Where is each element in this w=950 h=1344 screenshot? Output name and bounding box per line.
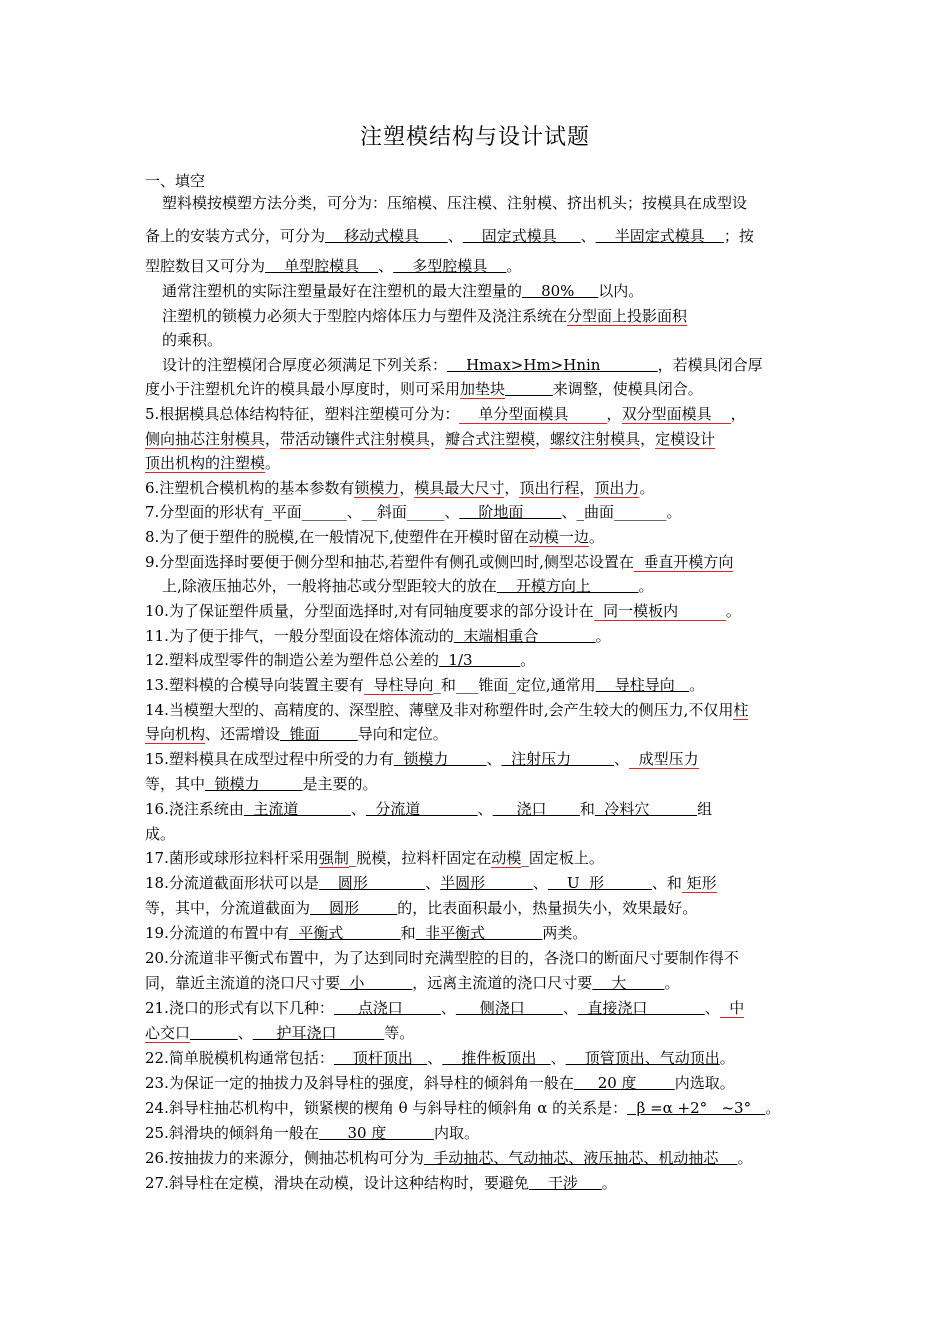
line-text: 内取。 bbox=[434, 1124, 480, 1142]
line-text: 13.塑料模的合模导向装置主要有 bbox=[145, 676, 364, 694]
line-text: 17.菌形或球形拉料杆采用 bbox=[145, 849, 319, 867]
answer-blank: 冷料穴 bbox=[594, 800, 698, 818]
text-line bbox=[162, 330, 810, 352]
text-line bbox=[145, 998, 810, 1020]
line-text: 、 bbox=[237, 1024, 253, 1042]
answer-blank: 锁模力 bbox=[205, 775, 303, 793]
text-line bbox=[162, 355, 810, 377]
text-line bbox=[145, 226, 810, 248]
answer-blank: β =α +2° ~3° bbox=[627, 1099, 766, 1117]
line-text: 20.分流道非平衡式布置中，为了达到同时充满型腔的目的，各浇口的断面尺寸要制作得不 bbox=[145, 949, 739, 967]
line-text: 两类。 bbox=[542, 924, 588, 942]
text-line bbox=[145, 724, 810, 746]
line-text: 9.分型面选择时要便于侧分型和抽芯,若塑件有侧孔或侧凹时,侧型芯设置在 bbox=[145, 553, 634, 571]
line-text: 。 bbox=[737, 1149, 753, 1167]
answer-blank: 动模一边 bbox=[528, 528, 589, 546]
line-text: 、 bbox=[614, 750, 630, 768]
line-text: 塑料模按模塑方法分类，可分为：压缩模、压注模、注射模、挤出机头；按模具在成型设 bbox=[162, 194, 748, 212]
line-text: 10.为了保证塑件质量，分型面选择时,对有同轴度要求的部分设计在 bbox=[145, 602, 594, 620]
answer-blank: 非平衡式 bbox=[415, 924, 543, 942]
text-line bbox=[145, 453, 810, 475]
text-line bbox=[145, 601, 810, 623]
text-line bbox=[162, 193, 810, 215]
answer-blank: 顶杆顶出 bbox=[333, 1049, 428, 1067]
line-text: 、 bbox=[378, 257, 394, 275]
text-line bbox=[145, 650, 810, 672]
answer-blank: 末端相重合 bbox=[453, 627, 596, 645]
text-line bbox=[145, 1073, 810, 1095]
line-text: 23.为保证一定的抽拔力及斜导柱的强度，斜导柱的倾斜角一般在 bbox=[145, 1074, 574, 1092]
text-line bbox=[145, 429, 810, 451]
answer-blank: 螺纹注射模具 bbox=[550, 430, 641, 448]
answer-blank: U 形 bbox=[547, 874, 652, 892]
answer-blank: 直接浇口 bbox=[577, 999, 705, 1017]
answer-blank: 单型腔模具 bbox=[265, 257, 379, 275]
answer-blank: 加垫块 bbox=[460, 380, 506, 398]
answer-blank bbox=[190, 1024, 238, 1042]
answer-blank: 导柱导向 bbox=[363, 676, 434, 694]
line-text: 19.分流道的布置中有 bbox=[145, 924, 289, 942]
answer-blank: 锁模力 bbox=[354, 479, 400, 497]
text-line bbox=[145, 799, 810, 821]
text-line bbox=[145, 552, 810, 574]
line-text: 型腔数目又可分为 bbox=[145, 257, 266, 275]
text-line bbox=[145, 1098, 810, 1120]
line-text: 、 bbox=[580, 227, 596, 245]
line-text: ；按 bbox=[723, 227, 754, 245]
line-text: 11.为了便于排气，一般分型面设在熔体流动的 bbox=[145, 627, 454, 645]
line-text: 等，其中，分流道截面为 bbox=[145, 899, 311, 917]
answer-blank: 定模设计 bbox=[655, 430, 716, 448]
line-text: 8.为了便于塑件的脱模,在一般情况下,使塑件在开模时留在 bbox=[145, 528, 529, 546]
answer-blank: 矩形 bbox=[681, 874, 717, 892]
answer-blank: 推件板顶出 bbox=[442, 1049, 551, 1067]
text-line bbox=[145, 873, 810, 895]
text-line bbox=[145, 1048, 810, 1070]
line-text: 、 bbox=[447, 227, 463, 245]
line-text: 。 bbox=[725, 602, 741, 620]
answer-blank: 强制 bbox=[318, 849, 349, 867]
answer-blank: 锥面 bbox=[280, 725, 358, 743]
answer-blank: 动模 bbox=[491, 849, 522, 867]
line-text: 26.按抽拔力的来源分，侧抽芯机构可分为 bbox=[145, 1149, 424, 1167]
line-text: 12.塑料成型零件的制造公差为塑件总公差的 bbox=[145, 651, 439, 669]
text-line bbox=[145, 527, 810, 549]
line-text: 、 bbox=[550, 1049, 566, 1067]
line-text: 。 bbox=[765, 1099, 781, 1117]
line-text: 。 bbox=[588, 528, 604, 546]
line-text: ， bbox=[579, 479, 595, 497]
line-text: 。 bbox=[689, 676, 705, 694]
line-text: 、 bbox=[477, 800, 493, 818]
line-text: 、 bbox=[562, 999, 578, 1017]
text-line bbox=[145, 404, 810, 426]
text-line bbox=[145, 973, 810, 995]
answer-blank: 中 bbox=[719, 999, 745, 1017]
line-text: 上,除液压抽芯外，一般将抽芯或分型距较大的放在 bbox=[162, 577, 497, 595]
line-text: 。 bbox=[601, 1174, 617, 1192]
answer-blank: 开模方向上 bbox=[496, 577, 639, 595]
answer-blank: 注射压力 bbox=[501, 750, 615, 768]
line-text: 导向和定位。 bbox=[357, 725, 448, 743]
line-text: 成。 bbox=[145, 825, 176, 843]
line-text: 。 bbox=[520, 651, 536, 669]
line-text: 18.分流道截面形状可以是 bbox=[145, 874, 319, 892]
line-text: 16.浇注系统由 bbox=[145, 800, 244, 818]
line-text: 5.根据模具总体结构特征，塑料注塑模可分为： bbox=[145, 405, 460, 423]
section-heading: 一、填空 bbox=[145, 172, 206, 190]
answer-blank: 锁模力 bbox=[393, 750, 487, 768]
text-line bbox=[145, 675, 810, 697]
answer-blank: 垂直开模方向 bbox=[633, 553, 734, 571]
document-title: 注塑模结构与设计试题 bbox=[359, 125, 590, 150]
line-text: 15.塑料模具在成型过程中所受的力有 bbox=[145, 750, 394, 768]
line-text: ， bbox=[265, 430, 281, 448]
text-line bbox=[145, 379, 810, 401]
answer-blank: 侧向抽芯注射模具 bbox=[145, 430, 266, 448]
line-text: 的，比表面积最小，热量损失小，效果最好。 bbox=[397, 899, 698, 917]
line-text: 。 bbox=[639, 479, 655, 497]
answer-blank: 固定式模具 bbox=[462, 227, 581, 245]
text-line bbox=[145, 848, 810, 870]
answer-blank bbox=[505, 380, 553, 398]
line-text: 等。 bbox=[384, 1024, 415, 1042]
answer-blank: 导柱导向 bbox=[595, 676, 690, 694]
line-text: 、 bbox=[532, 874, 548, 892]
line-text: _脱模，拉料杆固定在 bbox=[348, 849, 492, 867]
text-line bbox=[145, 1023, 810, 1045]
answer-blank: 导向机构 bbox=[145, 725, 206, 743]
line-text: 。 bbox=[265, 454, 281, 472]
answer-blank: 80% bbox=[522, 282, 599, 300]
line-text: 22.简单脱模机构通常包括： bbox=[145, 1049, 334, 1067]
answer-blank: 成型压力 bbox=[629, 750, 699, 768]
line-text: 、 bbox=[704, 999, 720, 1017]
line-text: 24.斜导柱抽芯机构中，锁紧楔的楔角 θ 与斜导柱的倾斜角 α 的关系是： bbox=[145, 1099, 628, 1117]
line-text: 组 bbox=[697, 800, 713, 818]
text-line bbox=[162, 306, 810, 328]
line-text: ， bbox=[730, 405, 746, 423]
answer-blank: Hmax>Hm>Hnin bbox=[447, 356, 658, 374]
text-line bbox=[145, 626, 810, 648]
line-text: 来调整，使模具闭合。 bbox=[552, 380, 703, 398]
text-line bbox=[145, 1148, 810, 1170]
answer-blank: 主流道 bbox=[243, 800, 351, 818]
line-text: 25.斜滑块的倾斜角一般在 bbox=[145, 1124, 319, 1142]
answer-blank: 双分型面模具 bbox=[621, 405, 731, 423]
line-text: ， bbox=[430, 430, 446, 448]
line-text: 度小于注塑机允许的模具最小厚度时，则可采用 bbox=[145, 380, 461, 398]
answer-blank: 模具最大尺寸 bbox=[414, 479, 505, 497]
line-text: 等，其中 bbox=[145, 775, 206, 793]
line-text: 、和 bbox=[651, 874, 682, 892]
answer-blank: 分型面上投影面积 bbox=[567, 307, 688, 325]
line-text: 是主要的。 bbox=[302, 775, 378, 793]
answer-blank: 浇口 bbox=[492, 800, 580, 818]
line-text: 7.分型面的形状有_平面______、__斜面_____、 bbox=[145, 503, 460, 521]
line-text: 注塑机的锁模力必须大于型腔内熔体压力与塑件及浇注系统在 bbox=[162, 307, 568, 325]
answer-blank: 圆形 bbox=[310, 899, 398, 917]
line-text: ， bbox=[504, 479, 520, 497]
answer-blank: 阶地面 bbox=[459, 503, 562, 521]
answer-blank: 平衡式 bbox=[288, 924, 401, 942]
text-line bbox=[145, 824, 810, 846]
line-text: ， bbox=[606, 405, 622, 423]
line-text: _和___锥面_定位,通常用 bbox=[433, 676, 596, 694]
line-text: 备上的安装方式分，可分为 bbox=[145, 227, 326, 245]
line-text: ， bbox=[399, 479, 415, 497]
answer-blank: 半圆形 bbox=[440, 874, 533, 892]
text-line bbox=[145, 1173, 810, 1195]
line-text: 6.注塑机合模机构的基本参数有 bbox=[145, 479, 355, 497]
answer-blank: 圆形 bbox=[318, 874, 426, 892]
line-text: 、还需增设 bbox=[205, 725, 281, 743]
answer-blank: 单分型面模具 bbox=[459, 405, 607, 423]
line-text: 设计的注塑模闭合厚度必须满足下列关系： bbox=[162, 356, 448, 374]
line-text: 。 bbox=[719, 1049, 735, 1067]
line-text: 通常注塑机的实际注塑量最好在注塑机的最大注塑量的 bbox=[162, 282, 523, 300]
answer-blank: 手动抽芯、气动抽芯、液压抽芯、机动抽芯 bbox=[423, 1149, 738, 1167]
line-text: 、 bbox=[427, 1049, 443, 1067]
text-line bbox=[145, 948, 810, 970]
answer-blank: 多型腔模具 bbox=[393, 257, 507, 275]
answer-blank: 点浇口 bbox=[333, 999, 441, 1017]
line-text: 、 bbox=[350, 800, 366, 818]
text-line bbox=[145, 898, 810, 920]
line-text: 的乘积。 bbox=[162, 331, 223, 349]
line-text: 。 bbox=[506, 257, 522, 275]
line-text: 同，靠近主流道的浇口尺寸要 bbox=[145, 974, 341, 992]
line-text: 。 bbox=[595, 627, 611, 645]
answer-blank: 干涉 bbox=[528, 1174, 602, 1192]
answer-blank: 顶管顶出、气动顶出 bbox=[565, 1049, 720, 1067]
text-line bbox=[145, 923, 810, 945]
text-line bbox=[145, 256, 810, 278]
line-text: 27.斜导柱在定模，滑块在动模，设计这种结构时，要避免 bbox=[145, 1174, 529, 1192]
answer-blank: 分流道 bbox=[365, 800, 478, 818]
line-text: ，远离主流道的浇口尺寸要 bbox=[412, 974, 593, 992]
answer-blank: 1/3 bbox=[438, 651, 521, 669]
answer-blank: 大 bbox=[592, 974, 665, 992]
line-text: 以内。 bbox=[598, 282, 644, 300]
answer-blank: 瓣合式注塑模 bbox=[445, 430, 536, 448]
text-line bbox=[145, 1123, 810, 1145]
line-text: 、 bbox=[440, 999, 456, 1017]
answer-blank: 侧浇口 bbox=[455, 999, 563, 1017]
answer-blank: 半固定式模具 bbox=[595, 227, 724, 245]
line-text: 21.浇口的形式有以下几种： bbox=[145, 999, 334, 1017]
text-line bbox=[145, 478, 810, 500]
answer-blank: 心交口 bbox=[145, 1024, 191, 1042]
answer-blank: 移动式模具 bbox=[325, 227, 448, 245]
text-line bbox=[162, 576, 810, 598]
line-text: 内选取。 bbox=[674, 1074, 735, 1092]
line-text: 、_曲面_______。 bbox=[561, 503, 682, 521]
answer-blank: 20 度 bbox=[573, 1074, 675, 1092]
answer-blank: 小 bbox=[340, 974, 413, 992]
answer-blank: 同一模板内 bbox=[593, 602, 726, 620]
line-text: _固定板上。 bbox=[521, 849, 604, 867]
text-line bbox=[145, 700, 810, 722]
line-text: ， bbox=[640, 430, 656, 448]
line-text: ，若模具闭合厚 bbox=[657, 356, 763, 374]
line-text: 和 bbox=[400, 924, 416, 942]
text-line bbox=[145, 502, 810, 524]
answer-blank: 护耳浇口 bbox=[252, 1024, 385, 1042]
line-text: 、 bbox=[486, 750, 502, 768]
line-text: 、 bbox=[425, 874, 441, 892]
answer-blank: 顶出行程 bbox=[519, 479, 580, 497]
text-line bbox=[162, 281, 810, 303]
line-text: 14.当模塑大型的、高精度的、深型腔、薄壁及非对称塑件时,会产生较大的侧压力,不仅用 bbox=[145, 701, 734, 719]
answer-blank: 30 度 bbox=[318, 1124, 435, 1142]
text-line bbox=[145, 774, 810, 796]
line-text: 。 bbox=[638, 577, 654, 595]
answer-blank: 柱 bbox=[733, 701, 749, 719]
answer-blank: 顶出机构的注塑模 bbox=[145, 454, 266, 472]
line-text: 。 bbox=[664, 974, 680, 992]
line-text: ， bbox=[535, 430, 551, 448]
line-text: 和 bbox=[579, 800, 595, 818]
answer-blank: 带活动镶件式注射模具 bbox=[280, 430, 431, 448]
answer-blank: 顶出力 bbox=[594, 479, 640, 497]
text-line bbox=[145, 749, 810, 771]
